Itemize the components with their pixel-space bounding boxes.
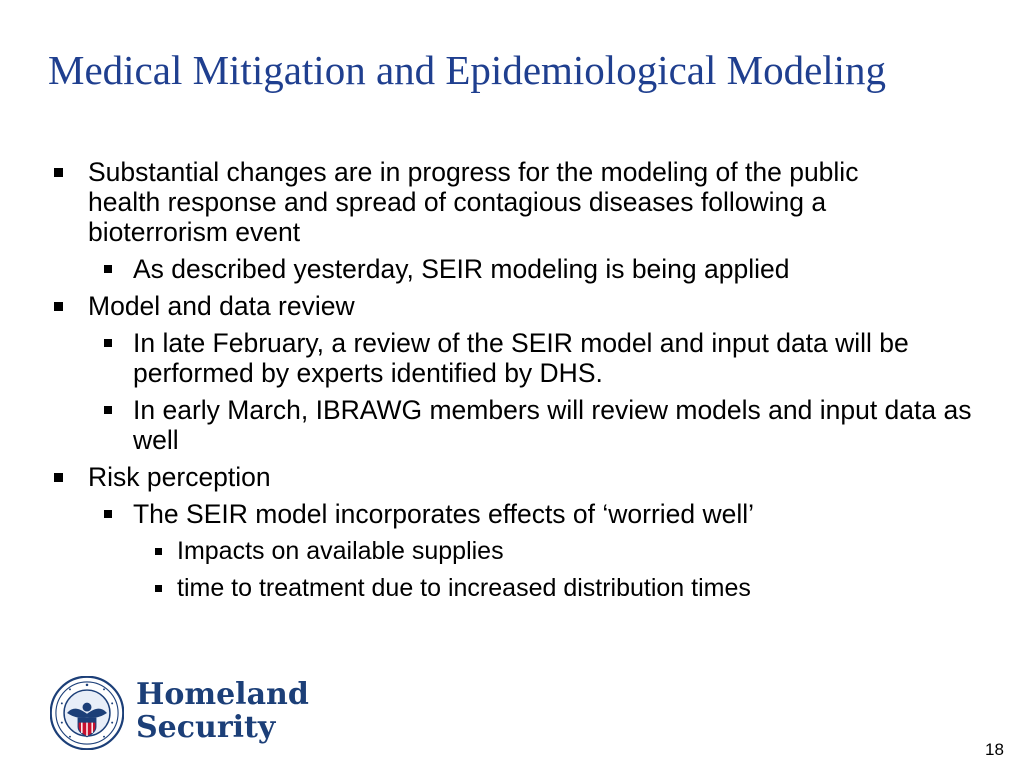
bullet-item bbox=[133, 254, 973, 284]
bullet-item bbox=[88, 291, 918, 321]
square-bullet-icon bbox=[155, 548, 162, 555]
square-bullet-icon bbox=[104, 510, 112, 518]
bullet-item bbox=[88, 157, 918, 247]
bullet-text: time to treatment due to increased distribution times bbox=[177, 574, 751, 602]
bullet-text: The SEIR model incorporates effects of ‘worried well’ bbox=[133, 499, 755, 529]
square-bullet-icon bbox=[54, 302, 63, 311]
bullet-item bbox=[88, 462, 918, 492]
bullet-item bbox=[133, 328, 973, 388]
bullet-item bbox=[133, 499, 973, 529]
bullet-text: Risk perception bbox=[88, 462, 271, 492]
homeland-security-wordmark bbox=[136, 678, 309, 744]
square-bullet-icon bbox=[104, 406, 112, 414]
homeland-security-logo bbox=[50, 676, 310, 750]
homeland-label: Homeland bbox=[136, 677, 309, 712]
bullet-text: Impacts on available supplies bbox=[177, 537, 504, 565]
bullet-text: In early March, IBRAWG members will review models and input data as well bbox=[133, 395, 972, 455]
bullet-text: Model and data review bbox=[88, 291, 355, 321]
bullet-list bbox=[0, 157, 1024, 610]
square-bullet-icon bbox=[54, 168, 63, 177]
square-bullet-icon bbox=[54, 473, 63, 482]
bullet-item bbox=[133, 395, 973, 455]
bullet-item bbox=[177, 536, 977, 566]
page-number: 18 bbox=[985, 740, 1004, 759]
bullet-item bbox=[177, 573, 977, 603]
security-label: Security bbox=[136, 710, 276, 745]
slide-title: Medical Mitigation and Epidemiological Modeling bbox=[48, 47, 887, 93]
square-bullet-icon bbox=[155, 585, 162, 592]
bullet-text: In late February, a review of the SEIR model and input data will be performed by experts identified by DHS. bbox=[133, 328, 909, 388]
square-bullet-icon bbox=[104, 339, 112, 347]
bullet-text: As described yesterday, SEIR modeling is being applied bbox=[133, 254, 790, 284]
bullet-text: Substantial changes are in progress for the modeling of the public health response and spread of contagious diseases following a bioterrorism event bbox=[88, 157, 859, 247]
dhs-seal-icon bbox=[50, 676, 124, 750]
square-bullet-icon bbox=[104, 265, 112, 273]
